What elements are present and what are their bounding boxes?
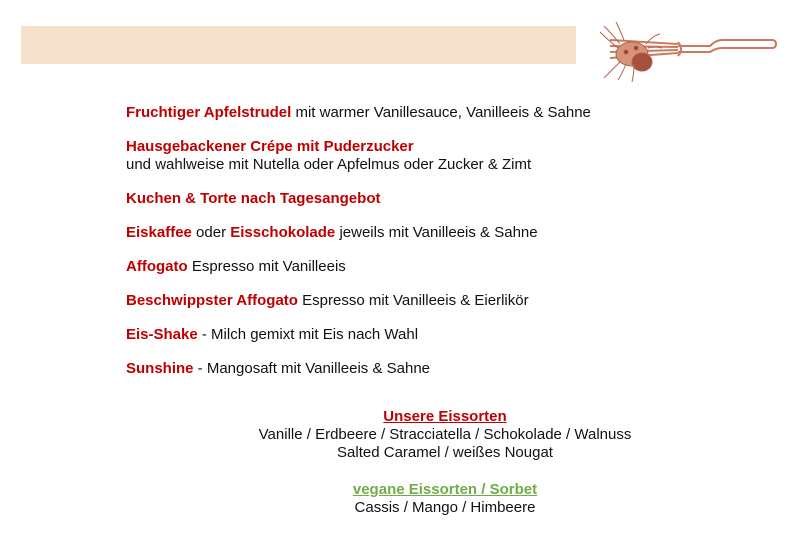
- menu-item-crepe: Hausgebackener Crépe mit Puderzucker und wahlweise mit Nutella oder Apfelmus oder Zucker & Zimt: [126, 138, 532, 173]
- menu-item-beschwippster-affogato: Beschwippster Affogato Espresso mit Vanilleeis & Eierlikör: [126, 292, 529, 309]
- menu-item-sunshine: Sunshine - Mangosaft mit Vanilleeis & Sahne: [126, 360, 431, 377]
- menu-item-apfelstrudel: Fruchtiger Apfelstrudel mit warmer Vanillesauce, Vanilleeis & Sahne: [126, 104, 591, 121]
- menu-item-affogato: Affogato Espresso mit Vanilleeis: [126, 258, 346, 275]
- vegan-flavors-line1: Cassis / Mango / Himbeere: [354, 499, 536, 516]
- menu-item-eiskaffee: Eiskaffee oder Eisschokolade jeweils mit Vanilleeis & Sahne: [126, 224, 538, 241]
- ice-flavors-line1: Vanille / Erdbeere / Stracciatella / Schokolade / Walnuss: [258, 426, 632, 443]
- ice-flavors-line2: Salted Caramel / weißes Nougat: [337, 444, 553, 461]
- menu-list: [126, 104, 766, 394]
- ice-heading: Unsere Eissorten: [383, 408, 507, 425]
- vegan-heading: vegane Eissorten / Sorbet: [352, 481, 538, 498]
- menu-item-kuchen: Kuchen & Torte nach Tagesangebot: [126, 190, 381, 207]
- ice-cream-section: [200, 408, 690, 517]
- header-band: [21, 26, 576, 64]
- menu-item-eis-shake: Eis-Shake - Milch gemixt mit Eis nach Wahl: [126, 326, 419, 343]
- fork-with-lobster-icon: [590, 18, 780, 84]
